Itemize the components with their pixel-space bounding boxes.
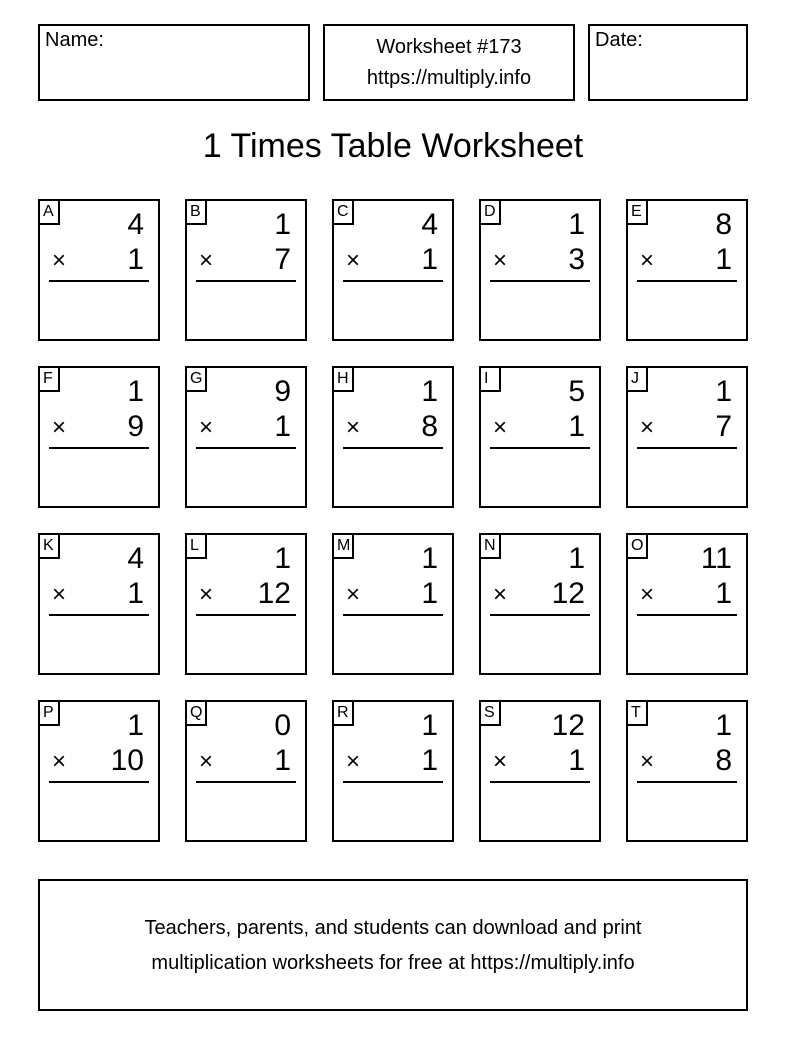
multiplier: 9 xyxy=(127,410,144,443)
answer-line xyxy=(196,781,296,783)
footer-box xyxy=(38,879,748,1011)
problem-letter: R xyxy=(334,702,354,726)
multiplier: 8 xyxy=(421,410,438,443)
multiplicand: 5 xyxy=(568,375,585,408)
problem-card[interactable] xyxy=(185,533,307,675)
times-symbol: × xyxy=(199,247,214,274)
problem-letter: J xyxy=(628,368,648,392)
answer-line xyxy=(196,280,296,282)
problem-letter: M xyxy=(334,535,354,559)
times-symbol: × xyxy=(640,247,655,274)
problem-letter: T xyxy=(628,702,648,726)
problem-card[interactable] xyxy=(185,199,307,341)
problem-letter: Q xyxy=(187,702,207,726)
problem-letter: B xyxy=(187,201,207,225)
problem-card[interactable] xyxy=(332,366,454,508)
problem-letter: K xyxy=(40,535,60,559)
multiplier: 7 xyxy=(715,410,732,443)
multiplier: 12 xyxy=(257,577,291,610)
times-symbol: × xyxy=(640,581,655,608)
problem-card[interactable] xyxy=(479,366,601,508)
times-symbol: × xyxy=(346,247,361,274)
multiplier: 1 xyxy=(127,577,144,610)
times-symbol: × xyxy=(640,414,655,441)
date-field-box[interactable] xyxy=(588,24,748,101)
multiplicand: 8 xyxy=(715,208,732,241)
multiplicand: 1 xyxy=(715,375,732,408)
problem-card[interactable] xyxy=(479,199,601,341)
worksheet-number: Worksheet #173 xyxy=(376,36,522,58)
problem-letter: A xyxy=(40,201,60,225)
answer-line xyxy=(490,781,590,783)
times-symbol: × xyxy=(640,748,655,775)
problem-letter: E xyxy=(628,201,648,225)
multiplicand: 1 xyxy=(421,709,438,742)
problem-letter: P xyxy=(40,702,60,726)
problem-card[interactable] xyxy=(38,366,160,508)
name-label: Name: xyxy=(45,29,104,51)
problem-letter: H xyxy=(334,368,354,392)
multiplier: 3 xyxy=(568,243,585,276)
problem-card[interactable] xyxy=(185,700,307,842)
multiplicand: 11 xyxy=(700,542,732,575)
multiplier: 10 xyxy=(110,744,144,777)
multiplier: 1 xyxy=(715,577,732,610)
times-symbol: × xyxy=(199,581,214,608)
multiplicand: 0 xyxy=(274,709,291,742)
answer-line xyxy=(490,447,590,449)
answer-line xyxy=(196,614,296,616)
name-field-box[interactable] xyxy=(38,24,310,101)
multiplier: 7 xyxy=(274,243,291,276)
multiplier: 1 xyxy=(274,744,291,777)
times-symbol: × xyxy=(346,748,361,775)
multiplicand: 1 xyxy=(421,542,438,575)
problem-letter: F xyxy=(40,368,60,392)
multiplier: 1 xyxy=(715,243,732,276)
problem-card[interactable] xyxy=(185,366,307,508)
answer-line xyxy=(637,447,737,449)
worksheet-url: https://multiply.info xyxy=(366,67,532,89)
multiplicand: 1 xyxy=(127,709,144,742)
answer-line xyxy=(637,614,737,616)
problem-card[interactable] xyxy=(38,199,160,341)
multiplier: 1 xyxy=(421,243,438,276)
problem-letter: I xyxy=(481,368,501,392)
answer-line xyxy=(637,280,737,282)
multiplicand: 1 xyxy=(274,208,291,241)
problem-letter: D xyxy=(481,201,501,225)
multiplier: 1 xyxy=(568,744,585,777)
worksheet-info-box xyxy=(323,24,575,101)
page-title: 1 Times Table Worksheet xyxy=(202,127,584,165)
problem-card[interactable] xyxy=(626,366,748,508)
times-symbol: × xyxy=(52,581,67,608)
multiplier: 1 xyxy=(421,577,438,610)
answer-line xyxy=(343,781,443,783)
multiplier: 1 xyxy=(421,744,438,777)
times-symbol: × xyxy=(493,247,508,274)
multiplicand: 1 xyxy=(274,542,291,575)
answer-line xyxy=(49,614,149,616)
times-symbol: × xyxy=(493,748,508,775)
answer-line xyxy=(49,280,149,282)
problem-letter: O xyxy=(628,535,648,559)
multiplicand: 12 xyxy=(551,709,585,742)
problem-card[interactable] xyxy=(626,533,748,675)
date-label: Date: xyxy=(595,29,643,51)
times-symbol: × xyxy=(52,414,67,441)
answer-line xyxy=(49,781,149,783)
problem-card[interactable] xyxy=(38,533,160,675)
multiplicand: 9 xyxy=(274,375,291,408)
times-symbol: × xyxy=(52,247,67,274)
problem-card[interactable] xyxy=(332,199,454,341)
multiplicand: 1 xyxy=(568,542,585,575)
problem-letter: G xyxy=(187,368,207,392)
problem-card[interactable] xyxy=(332,533,454,675)
multiplier: 1 xyxy=(568,410,585,443)
times-symbol: × xyxy=(346,414,361,441)
multiplier: 1 xyxy=(274,410,291,443)
problem-card[interactable] xyxy=(479,700,601,842)
times-symbol: × xyxy=(346,581,361,608)
multiplicand: 4 xyxy=(421,208,438,241)
problem-card[interactable] xyxy=(479,533,601,675)
multiplier: 8 xyxy=(715,744,732,777)
problem-letter: S xyxy=(481,702,501,726)
multiplicand: 1 xyxy=(127,375,144,408)
multiplicand: 4 xyxy=(127,208,144,241)
answer-line xyxy=(343,280,443,282)
answer-line xyxy=(49,447,149,449)
multiplicand: 4 xyxy=(127,542,144,575)
problem-letter: C xyxy=(334,201,354,225)
answer-line xyxy=(196,447,296,449)
multiplicand: 1 xyxy=(568,208,585,241)
times-symbol: × xyxy=(493,414,508,441)
problem-letter: N xyxy=(481,535,501,559)
multiplier: 12 xyxy=(551,577,585,610)
problem-card[interactable] xyxy=(626,700,748,842)
answer-line xyxy=(343,614,443,616)
times-symbol: × xyxy=(199,748,214,775)
problem-card[interactable] xyxy=(38,700,160,842)
answer-line xyxy=(343,447,443,449)
answer-line xyxy=(490,280,590,282)
multiplicand: 1 xyxy=(715,709,732,742)
footer-line-2: multiplication worksheets for free at https://multiply.info xyxy=(151,952,635,974)
problem-card[interactable] xyxy=(332,700,454,842)
problem-letter: L xyxy=(187,535,207,559)
multiplier: 1 xyxy=(127,243,144,276)
problem-card[interactable] xyxy=(626,199,748,341)
times-symbol: × xyxy=(52,748,67,775)
times-symbol: × xyxy=(493,581,508,608)
multiplicand: 1 xyxy=(421,375,438,408)
times-symbol: × xyxy=(199,414,214,441)
answer-line xyxy=(490,614,590,616)
answer-line xyxy=(637,781,737,783)
footer-line-1: Teachers, parents, and students can download and print xyxy=(144,917,642,939)
